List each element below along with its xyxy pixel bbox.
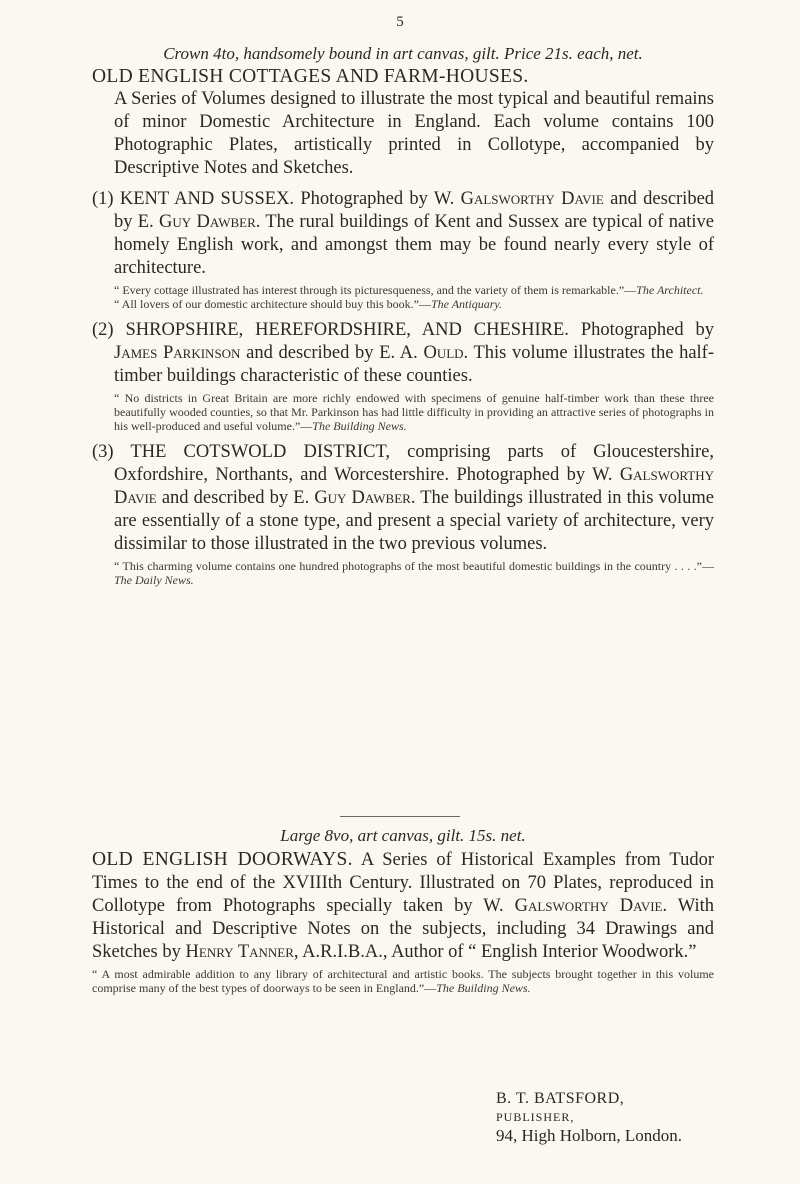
volume-body: . The rural buildings of Kent and Sussex are typical of native homely English work, and amongst them may be found nearly every style of architecture. [114,212,714,278]
publisher-name: B. T. BATSFORD, [496,1090,625,1107]
doorways-body: , A.R.I.B.A., Author of “ English Interior Woodwork.” [293,942,697,962]
volume-body: and described by E. [114,189,715,232]
quote-source: The Building News. [436,981,531,995]
quote-source: The Building News. [312,419,407,433]
page-number: 5 [396,14,404,30]
volume-body: . The buildings illustrated in this volume are essentially of a stone type, and present a special variety of architecture, very dissimilar to those illustrated in the two previous volumes. [114,488,714,554]
author-name: Henry Tanner [185,942,294,962]
volume-text [92,441,714,556]
doorways-text [92,848,714,964]
section-divider [340,816,460,817]
volume-title: SHROPSHIRE, HEREFORDSHIRE, AND CHESHIRE. [125,320,569,340]
volume-text [92,319,714,388]
volume-number: (3) [92,442,114,462]
volume-body: and described by E. A. [246,343,418,363]
volume-title: THE COTSWOLD DISTRICT, [130,442,390,462]
photographer-name: Galsworthy Davie [514,896,663,916]
volume-number: (2) [92,320,114,340]
doorways-body: . With Historical and Descriptive Notes on the subjects, including 34 Drawings and Sketches by [92,896,714,962]
volume-text [92,188,714,280]
volume-entry [92,441,714,587]
volume-body: Photographed by [580,320,715,340]
author-name: Guy Dawber [314,488,411,508]
quote-text: “ This charming volume contains one hundred photographs of the most beautiful domestic buildings in the country . . . .”— [114,559,714,573]
publisher-address: 94, High Holborn, London. [496,1126,683,1145]
publisher-role: PUBLISHER, [496,1110,575,1124]
photographer-name: Galsworthy Davie [114,465,714,508]
quote-text: “ All lovers of our domestic architecture should buy this book.”— [114,297,431,311]
review-quote [114,391,714,433]
quote-source: The Daily News. [114,573,194,587]
publisher-imprint [496,1090,736,1146]
volume-title: KENT AND SUSSEX. [119,189,295,209]
doorways-body: A Series of Historical Examples from Tudor Times to the end of the XVIIIth Century. Illustrated on 70 Plates, reproduced in Collotype from Photographs specially taken by W. [92,850,714,916]
doorways-title: OLD ENGLISH DOORWAYS. [92,849,353,870]
quote-source: The Antiquary. [430,297,503,311]
series-section [92,44,714,587]
photographer-name: Galsworthy Davie [460,189,604,209]
quote-text: “ Every cottage illustrated has interest through its picturesqueness, and the variety of them is remarkable.”— [114,283,637,297]
quote-text: “ No districts in Great Britain are more richly endowed with specimens of genuine half-timber work than these three beautifully wooded counties, so that Mr. Parkinson has had little difficulty in providing an attractive series of photographs in his well-produced and useful volume.”— [114,391,714,433]
volume-entry [92,319,714,433]
series-title: OLD ENGLISH COTTAGES AND FARM-HOUSES. [92,66,529,87]
review-quote [114,559,714,587]
volume-body: comprising parts of Gloucestershire, Oxfordshire, Northants, and Worcestershire. Photographed by W. [114,442,715,485]
volume-body: . This volume illustrates the half-timber buildings characteristic of these counties. [114,343,714,386]
volume-entry [92,188,714,311]
doorways-heading: Large 8vo, art canvas, gilt. 15s. net. [280,826,526,845]
author-name: Guy Dawber [159,212,256,232]
quote-source: The Architect. [636,283,704,297]
review-quote [114,283,714,311]
photographer-name: James Parkinson [114,343,241,363]
series-description: A Series of Volumes designed to illustrate the most typical and beautiful remains of minor Domestic Architecture in England. Each volume contains 100 Photographic Plates, artistically printed in Collotype, accompanied by Descriptive Notes and Sketches. [114,89,714,178]
review-quote [92,967,714,995]
volume-number: (1) [92,189,114,209]
volume-body: Photographed by W. [300,189,455,209]
quote-text: “ A most admirable addition to any library of architectural and artistic books. The subjects brought together in this volume comprise many of the best types of doorways to be seen in England.”— [92,967,714,995]
author-name: Ould [423,343,464,363]
volume-body: and described by E. [161,488,310,508]
doorways-section [92,826,714,995]
series-heading: Crown 4to, handsomely bound in art canvas, gilt. Price 21s. each, net. [163,44,643,63]
